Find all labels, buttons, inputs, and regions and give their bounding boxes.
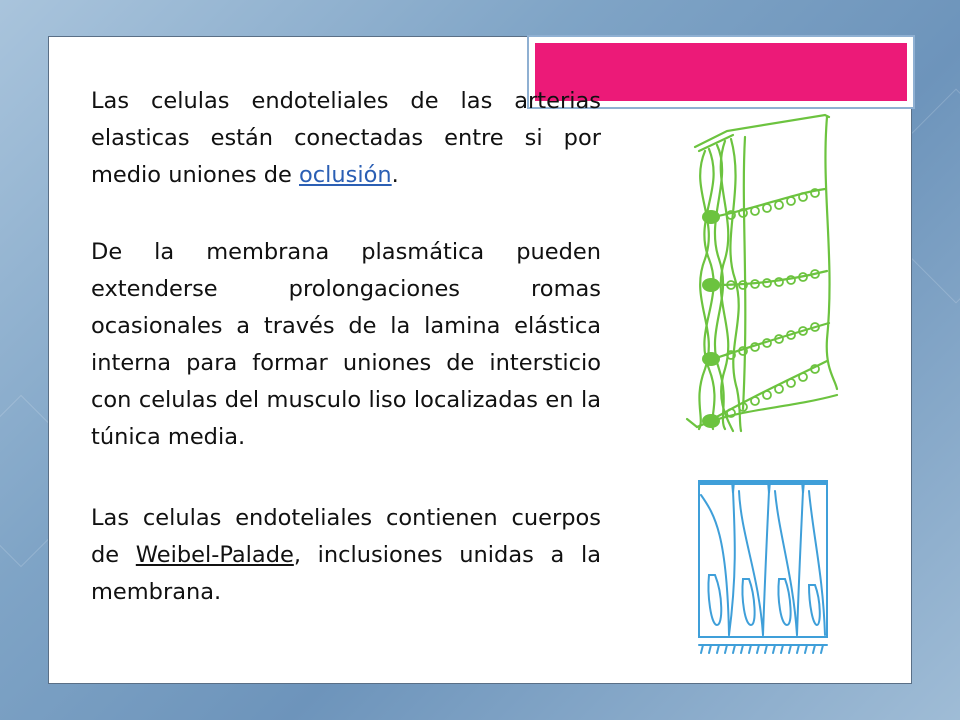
slide xyxy=(48,36,912,684)
oclusion-link[interactable]: oclusión xyxy=(299,162,392,188)
paragraph-1 xyxy=(91,83,601,194)
paragraph-1-text: Las celulas endoteliales de las arterias elasticas están conectadas entre si por medio uniones de xyxy=(91,88,601,188)
weibel-palade-cells-illustration xyxy=(693,475,833,659)
paragraph-2: De la membrana plasmática pueden extenderse prolongaciones romas ocasionales a través de la lamina elástica interna para formar uniones de intersticio con celulas del musculo liso localizadas en la túnica media. xyxy=(91,239,601,450)
weibel-palade-link[interactable]: Weibel-Palade xyxy=(135,542,294,568)
paragraph-3-text: Las celulas endoteliales contienen cuerpos de xyxy=(91,505,601,568)
paragraph-3-end: , inclusiones unidas a la membrana. xyxy=(91,542,601,605)
endothelial-junctions-illustration xyxy=(675,109,845,441)
body-text xyxy=(91,83,601,651)
paragraph-1-end: . xyxy=(391,162,399,188)
paragraph-3 xyxy=(91,500,601,611)
